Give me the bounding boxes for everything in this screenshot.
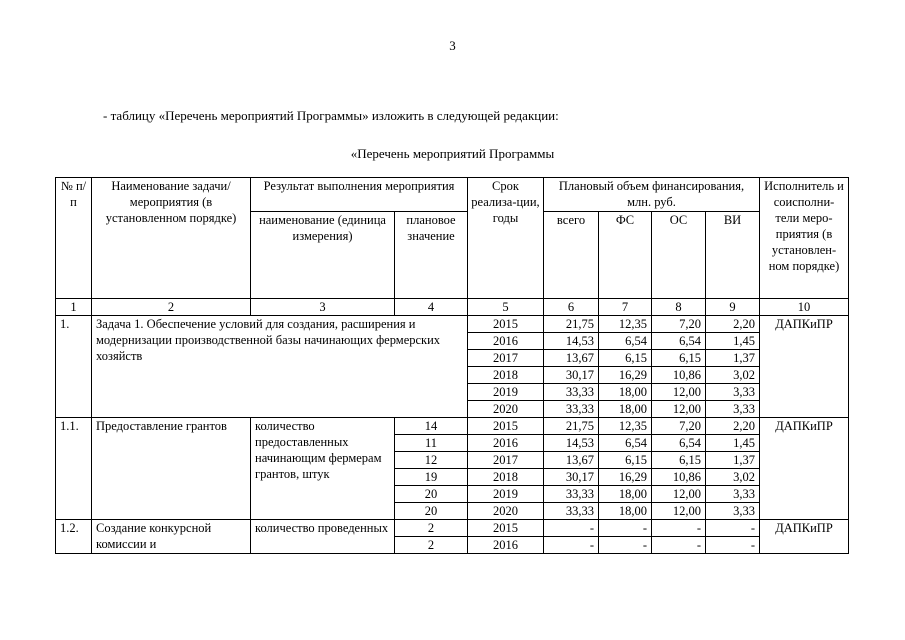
funding-fs: 16,29 bbox=[599, 469, 652, 486]
executor: ДАПКиПР bbox=[760, 520, 849, 554]
planned-value: 14 bbox=[395, 418, 468, 435]
planned-value: 11 bbox=[395, 435, 468, 452]
year: 2016 bbox=[468, 537, 544, 554]
planned-value: 12 bbox=[395, 452, 468, 469]
year: 2019 bbox=[468, 486, 544, 503]
funding-fs: 18,00 bbox=[599, 486, 652, 503]
column-number: 4 bbox=[395, 299, 468, 316]
funding-total: 21,75 bbox=[544, 418, 599, 435]
header-result-value: плановое значение bbox=[395, 212, 468, 299]
funding-fs: 6,15 bbox=[599, 452, 652, 469]
planned-value: 20 bbox=[395, 486, 468, 503]
funding-fs: 18,00 bbox=[599, 384, 652, 401]
header-funding: Плановый объем финансирования, млн. руб. bbox=[544, 178, 760, 212]
year: 2015 bbox=[468, 520, 544, 537]
funding-os: 10,86 bbox=[652, 469, 706, 486]
funding-os: 12,00 bbox=[652, 486, 706, 503]
funding-fs: 18,00 bbox=[599, 503, 652, 520]
funding-os: 12,00 bbox=[652, 401, 706, 418]
header-os: ОС bbox=[652, 212, 706, 299]
header-fs: ФС bbox=[599, 212, 652, 299]
funding-total: 30,17 bbox=[544, 469, 599, 486]
header-term: Срок реализа-ции, годы bbox=[468, 178, 544, 299]
funding-os: 10,86 bbox=[652, 367, 706, 384]
result-indicator: количество предоставленных начинающим фермерам грантов, штук bbox=[251, 418, 395, 520]
funding-vi: 3,33 bbox=[706, 384, 760, 401]
planned-value: 2 bbox=[395, 537, 468, 554]
year: 2018 bbox=[468, 367, 544, 384]
column-number: 6 bbox=[544, 299, 599, 316]
funding-vi: 1,37 bbox=[706, 350, 760, 367]
row-number: 1.1. bbox=[56, 418, 92, 520]
funding-total: 21,75 bbox=[544, 316, 599, 333]
year: 2018 bbox=[468, 469, 544, 486]
header-result-name: наименование (единица измерения) bbox=[251, 212, 395, 299]
result-indicator: количество проведенных bbox=[251, 520, 395, 554]
measure-name: Создание конкурсной комиссии и bbox=[92, 520, 251, 554]
funding-total: - bbox=[544, 537, 599, 554]
funding-total: 13,67 bbox=[544, 452, 599, 469]
column-number: 8 bbox=[652, 299, 706, 316]
intro-text: - таблицу «Перечень мероприятий Программы» изложить в следующей редакции: bbox=[103, 108, 559, 123]
column-number: 2 bbox=[92, 299, 251, 316]
funding-fs: 18,00 bbox=[599, 401, 652, 418]
column-number: 5 bbox=[468, 299, 544, 316]
funding-fs: 16,29 bbox=[599, 367, 652, 384]
funding-os: 6,54 bbox=[652, 333, 706, 350]
table-title: «Перечень мероприятий Программы bbox=[350, 146, 555, 161]
page-number: 3 bbox=[449, 38, 456, 53]
funding-total: 33,33 bbox=[544, 384, 599, 401]
funding-fs: 6,54 bbox=[599, 333, 652, 350]
measure-name: Предоставление грантов bbox=[92, 418, 251, 520]
year: 2017 bbox=[468, 350, 544, 367]
planned-value: 19 bbox=[395, 469, 468, 486]
year: 2015 bbox=[468, 418, 544, 435]
column-number: 10 bbox=[760, 299, 849, 316]
task-name: Задача 1. Обеспечение условий для создания, расширения и модернизации производственной базы начинающих фермерских хозяйств bbox=[92, 316, 468, 418]
funding-vi: 2,20 bbox=[706, 418, 760, 435]
funding-total: 13,67 bbox=[544, 350, 599, 367]
funding-total: 33,33 bbox=[544, 486, 599, 503]
funding-os: 6,15 bbox=[652, 350, 706, 367]
funding-total: 33,33 bbox=[544, 401, 599, 418]
funding-os: 12,00 bbox=[652, 503, 706, 520]
funding-vi: 3,02 bbox=[706, 469, 760, 486]
funding-vi: - bbox=[706, 520, 760, 537]
funding-fs: - bbox=[599, 520, 652, 537]
funding-os: - bbox=[652, 537, 706, 554]
funding-os: 7,20 bbox=[652, 316, 706, 333]
year: 2015 bbox=[468, 316, 544, 333]
funding-vi: 1,45 bbox=[706, 435, 760, 452]
header-result: Результат выполнения мероприятия bbox=[251, 178, 468, 212]
year: 2020 bbox=[468, 503, 544, 520]
funding-vi: 2,20 bbox=[706, 316, 760, 333]
planned-value: 2 bbox=[395, 520, 468, 537]
planned-value: 20 bbox=[395, 503, 468, 520]
header-name: Наименование задачи/мероприятия (в установленном порядке) bbox=[92, 178, 251, 299]
column-number: 3 bbox=[251, 299, 395, 316]
column-number: 7 bbox=[599, 299, 652, 316]
header-vi: ВИ bbox=[706, 212, 760, 299]
year: 2017 bbox=[468, 452, 544, 469]
year: 2016 bbox=[468, 435, 544, 452]
program-measures-table bbox=[55, 177, 849, 554]
funding-total: 33,33 bbox=[544, 503, 599, 520]
funding-total: 30,17 bbox=[544, 367, 599, 384]
year: 2016 bbox=[468, 333, 544, 350]
executor: ДАПКиПР bbox=[760, 418, 849, 520]
year: 2020 bbox=[468, 401, 544, 418]
row-number: 1.2. bbox=[56, 520, 92, 554]
funding-os: 7,20 bbox=[652, 418, 706, 435]
funding-fs: 12,35 bbox=[599, 418, 652, 435]
funding-fs: 6,54 bbox=[599, 435, 652, 452]
funding-vi: 3,02 bbox=[706, 367, 760, 384]
column-number: 9 bbox=[706, 299, 760, 316]
column-number: 1 bbox=[56, 299, 92, 316]
funding-vi: 1,45 bbox=[706, 333, 760, 350]
header-executor: Исполнитель и соисполни-тели меро-приятия (в установлен-ном порядке) bbox=[760, 178, 849, 299]
header-row-1 bbox=[56, 178, 849, 212]
funding-vi: - bbox=[706, 537, 760, 554]
funding-os: 6,54 bbox=[652, 435, 706, 452]
funding-fs: - bbox=[599, 537, 652, 554]
funding-os: 6,15 bbox=[652, 452, 706, 469]
year: 2019 bbox=[468, 384, 544, 401]
table-row bbox=[56, 520, 849, 537]
funding-vi: 3,33 bbox=[706, 486, 760, 503]
funding-fs: 6,15 bbox=[599, 350, 652, 367]
funding-vi: 1,37 bbox=[706, 452, 760, 469]
funding-total: - bbox=[544, 520, 599, 537]
funding-total: 14,53 bbox=[544, 333, 599, 350]
column-numbers-row bbox=[56, 299, 849, 316]
row-number: 1. bbox=[56, 316, 92, 418]
funding-os: 12,00 bbox=[652, 384, 706, 401]
header-num: № п/п bbox=[56, 178, 92, 299]
header-total: всего bbox=[544, 212, 599, 299]
table-row bbox=[56, 418, 849, 435]
funding-vi: 3,33 bbox=[706, 503, 760, 520]
funding-vi: 3,33 bbox=[706, 401, 760, 418]
funding-total: 14,53 bbox=[544, 435, 599, 452]
table-row bbox=[56, 316, 849, 333]
executor: ДАПКиПР bbox=[760, 316, 849, 418]
funding-os: - bbox=[652, 520, 706, 537]
funding-fs: 12,35 bbox=[599, 316, 652, 333]
